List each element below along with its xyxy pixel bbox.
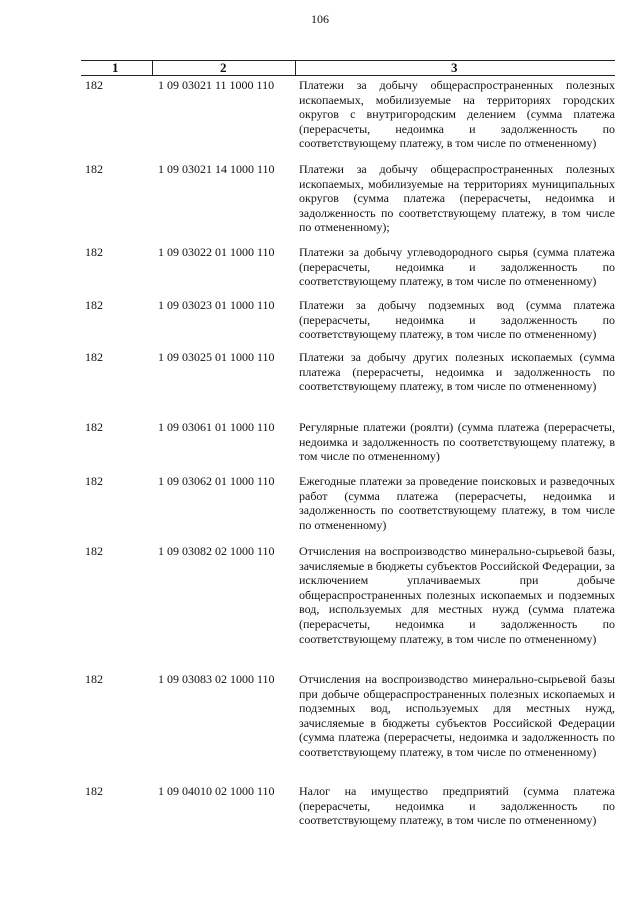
row-kbk: 1 09 03023 01 1000 110 xyxy=(158,298,275,312)
row-kbk: 1 09 03021 14 1000 110 xyxy=(158,162,275,176)
row-kbk: 1 09 03082 02 1000 110 xyxy=(158,544,275,558)
column-divider xyxy=(152,60,153,75)
row-code: 182 xyxy=(85,298,103,312)
row-kbk: 1 09 03022 01 1000 110 xyxy=(158,245,275,259)
row-description: Отчисления на воспроизводство минерально-сырьевой базы, зачисляемые в бюджеты субъектов Российской Федерации, за исключением уплачиваемых при добыче общераспространенных полезных ископаемых и подземных вод, используемых для местных нужд (сумма платежа (перерасчеты, недоимка и задолженность по соответствующему платежу, в том числе по отмененному) xyxy=(299,544,615,646)
row-code: 182 xyxy=(85,350,103,364)
row-description: Налог на имущество предприятий (сумма платежа (перерасчеты, недоимка и задолженность по соответствующему платежу, в том числе по отмененному) xyxy=(299,784,615,828)
table-header-border xyxy=(81,75,615,76)
row-kbk: 1 09 03083 02 1000 110 xyxy=(158,672,275,686)
row-description: Платежи за добычу подземных вод (сумма платежа (перерасчеты, недоимка и задолженность по соответствующему платежу, в том числе по отмененному) xyxy=(299,298,615,342)
row-description: Отчисления на воспроизводство минерально-сырьевой базы при добыче общераспространенных полезных ископаемых и подземных вод, используемых для местных нужд, зачисляемые в бюджеты субъектов Российской Федерации (сумма платежа (перерасчеты, недоимка и задолженность по соответствующему платежу, в том числе по отмененному) xyxy=(299,672,615,759)
row-code: 182 xyxy=(85,544,103,558)
column-header-1: 1 xyxy=(112,60,119,75)
row-description: Платежи за добычу общераспространенных полезных ископаемых, мобилизуемые на территориях городских округов с внутригородским делением (сумма платежа (перерасчеты, недоимка и задолженность по соответствующему платежу, в том числе по отмененному) xyxy=(299,78,615,151)
row-kbk: 1 09 03062 01 1000 110 xyxy=(158,474,275,488)
row-code: 182 xyxy=(85,784,103,798)
row-code: 182 xyxy=(85,162,103,176)
page-number: 106 xyxy=(311,12,329,26)
row-code: 182 xyxy=(85,78,103,92)
table-top-border xyxy=(81,60,615,61)
row-code: 182 xyxy=(85,245,103,259)
row-code: 182 xyxy=(85,420,103,434)
row-kbk: 1 09 03025 01 1000 110 xyxy=(158,350,275,364)
column-header-3: 3 xyxy=(451,60,458,75)
row-code: 182 xyxy=(85,672,103,686)
row-code: 182 xyxy=(85,474,103,488)
row-description: Платежи за добычу углеводородного сырья (сумма платежа (перерасчеты, недоимка и задолженность по соответствующему платежу, в том числе по отмененному) xyxy=(299,245,615,289)
column-divider xyxy=(295,60,296,75)
row-kbk: 1 09 03061 01 1000 110 xyxy=(158,420,275,434)
row-description: Регулярные платежи (роялти) (сумма платежа (перерасчеты, недоимка и задолженность по соответствующему платежу, в том числе по отмененному) xyxy=(299,420,615,464)
row-description: Платежи за добычу других полезных ископаемых (сумма платежа (перерасчеты, недоимка и задолженность по соответствующему платежу, в том числе по отмененному) xyxy=(299,350,615,394)
row-description: Платежи за добычу общераспространенных полезных ископаемых, мобилизуемые на территориях муниципальных округов (сумма платежа (перерасчеты, недоимка и задолженность по соответствующему платежу, в том числе по отмененному); xyxy=(299,162,615,235)
column-header-2: 2 xyxy=(220,60,227,75)
row-description: Ежегодные платежи за проведение поисковых и разведочных работ (сумма платежа (перерасчеты, недоимка и задолженность по соответствующему платежу, в том числе по отмененному) xyxy=(299,474,615,532)
row-kbk: 1 09 03021 11 1000 110 xyxy=(158,78,275,92)
row-kbk: 1 09 04010 02 1000 110 xyxy=(158,784,275,798)
